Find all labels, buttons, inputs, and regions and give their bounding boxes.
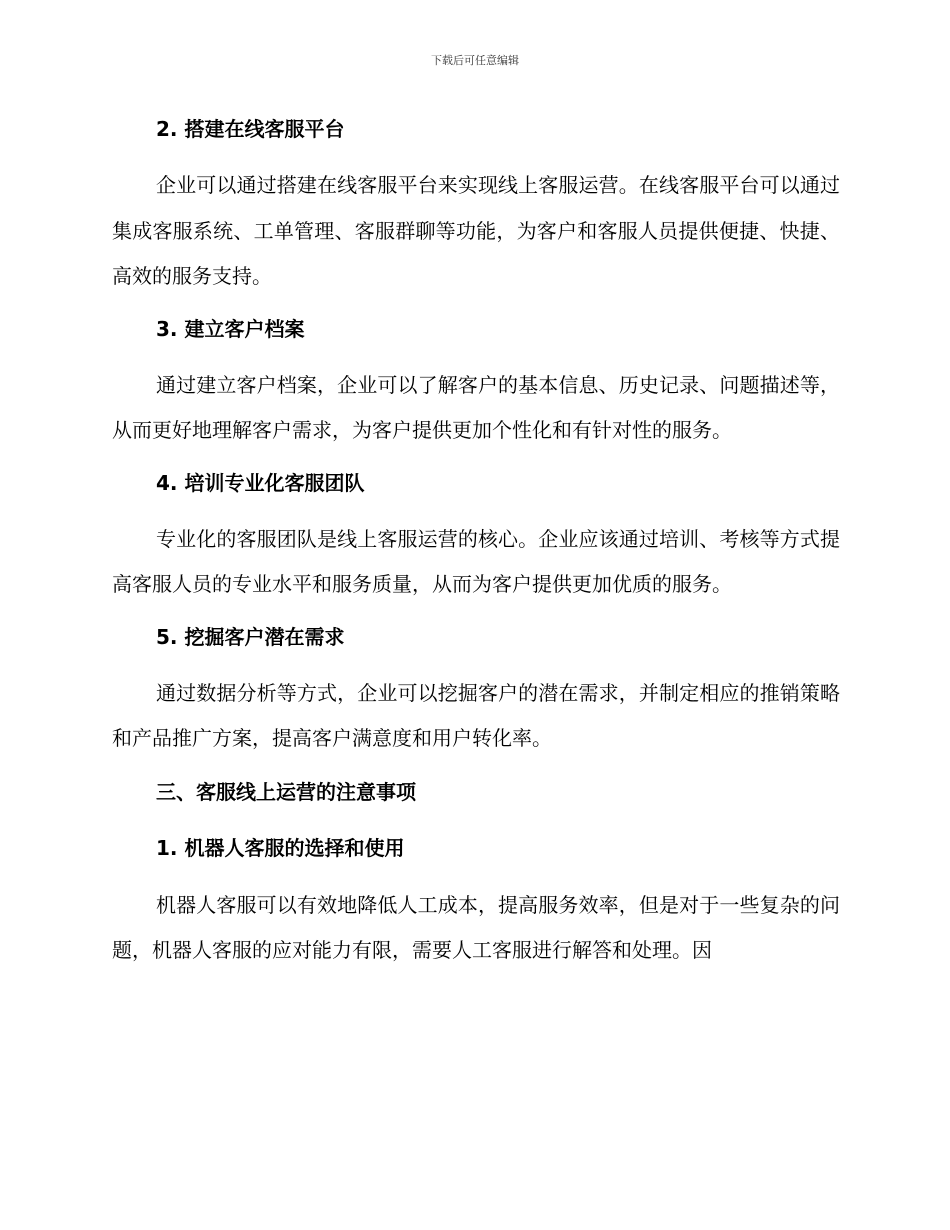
section-heading: 2. 搭建在线客服平台	[156, 117, 345, 141]
document-body	[112, 112, 840, 974]
section-heading: 5. 挖掘客户潜在需求	[156, 624, 345, 649]
section-heading: 4. 培训专业化客服团队	[156, 470, 365, 495]
chapter-heading: 三、客服线上运营的注意事项	[156, 779, 416, 804]
section-paragraph: 机器人客服可以有效地降低人工成本，提高服务效率，但是对于一些复杂的问题，机器人客服的应对能力有限，需要人工客服进行解答和处理。因	[112, 892, 840, 962]
section-paragraph: 专业化的客服团队是线上客服运营的核心。企业应该通过培训、考核等方式提高客服人员的专业水平和服务质量，从而为客户提供更加优质的服务。	[112, 526, 840, 596]
section-heading: 1. 机器人客服的选择和使用	[156, 835, 405, 860]
section-paragraph: 通过数据分析等方式，企业可以挖掘客户的潜在需求，并制定相应的推销策略和产品推广方案，提高客户满意度和用户转化率。	[112, 680, 840, 750]
page-header: 下载后可任意编辑	[431, 54, 519, 67]
section-paragraph: 企业可以通过搭建在线客服平台来实现线上客服运营。在线客服平台可以通过集成客服系统、工单管理、客服群聊等功能，为客户和客服人员提供便捷、快捷、高效的服务支持。	[112, 173, 840, 288]
section-heading: 3. 建立客户档案	[156, 316, 305, 341]
section-paragraph: 通过建立客户档案，企业可以了解客户的基本信息、历史记录、问题描述等，从而更好地理解客户需求，为客户提供更加个性化和有针对性的服务。	[112, 372, 840, 442]
